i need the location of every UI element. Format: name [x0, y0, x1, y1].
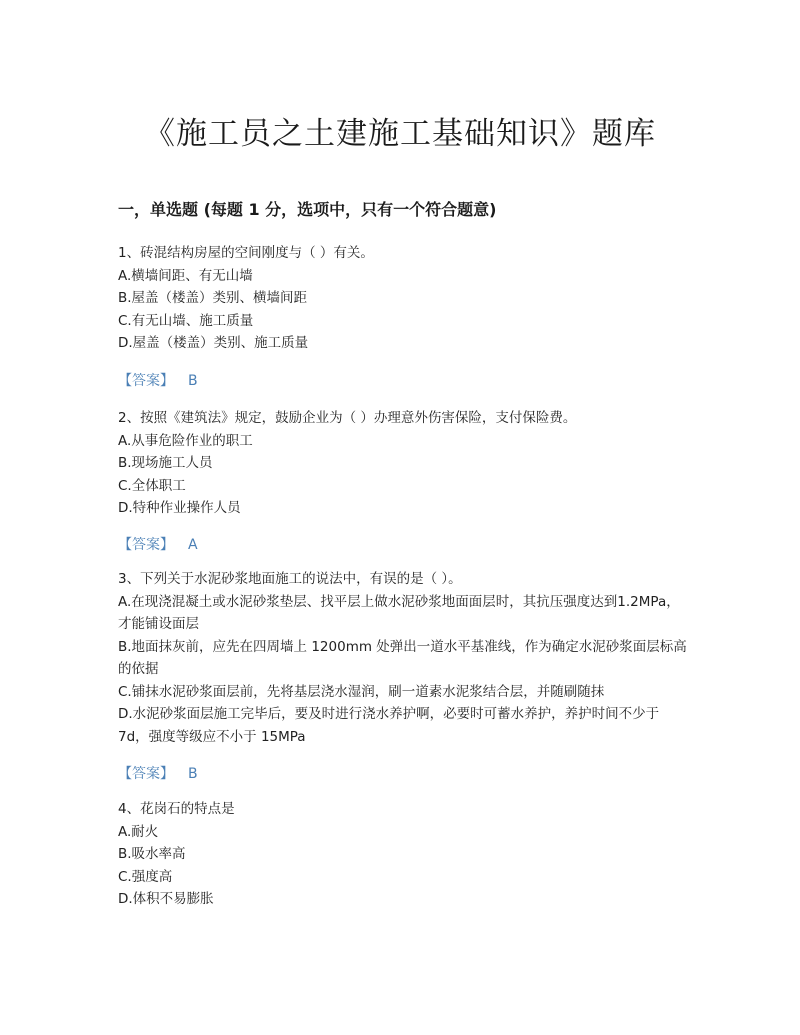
option-b: B.屋盖（楼盖）类别、横墙间距 [118, 290, 308, 306]
question-2 [118, 407, 688, 520]
question-1 [118, 242, 688, 355]
option-c: C.有无山墙、施工质量 [118, 312, 254, 329]
answer-label: 【答案】 [118, 537, 174, 553]
question-stem: 3、下列关于水泥砂浆地面施工的说法中，有误的是（ ）。 [118, 571, 462, 587]
question-3 [118, 568, 688, 748]
option-a: A.横墙间距、有无山墙 [118, 267, 253, 284]
option-a: A.耐火 [118, 823, 159, 840]
answer-value: B [188, 373, 198, 389]
option-d: D.体积不易膨胀 [118, 891, 214, 907]
answer-label: 【答案】 [118, 373, 174, 389]
option-a: A.在现浇混凝土或水泥砂浆垫层、找平层上做水泥砂浆地面面层时，其抗压强度达到1.2MPa，才能铺设面层 [118, 593, 680, 632]
answer-1 [118, 370, 198, 390]
option-c: C.全体职工 [118, 477, 186, 494]
option-a: A.从事危险作业的职工 [118, 432, 253, 449]
answer-3 [118, 763, 198, 783]
option-d: D.水泥砂浆面层施工完毕后，要及时进行浇水养护啊，必要时可蓄水养护，养护时间不少于 7d，强度等级应不小于 15MPa [118, 706, 660, 745]
option-c: C.强度高 [118, 868, 173, 885]
question-stem: 2、按照《建筑法》规定，鼓励企业为（ ）办理意外伤害保险，支付保险费。 [118, 410, 577, 426]
answer-value: A [188, 537, 198, 553]
option-b: B.吸水率高 [118, 846, 186, 862]
option-b: B.现场施工人员 [118, 455, 213, 471]
option-c: C.铺抹水泥砂浆面层前，先将基层浇水湿润，刷一道素水泥浆结合层，并随刷随抹 [118, 683, 605, 700]
option-d: D.特种作业操作人员 [118, 500, 241, 516]
option-b: B.地面抹灰前，应先在四周墙上 1200mm 处弹出一道水平基准线，作为确定水泥砂浆面层标高的依据 [118, 638, 687, 677]
answer-2 [118, 534, 198, 554]
section-heading: 一，单选题 (每题 1 分，选项中，只有一个符合题意) [118, 200, 497, 219]
answer-label: 【答案】 [118, 766, 174, 782]
answer-value: B [188, 766, 198, 782]
question-stem: 1、砖混结构房屋的空间刚度与（ ）有关。 [118, 245, 374, 261]
question-4 [118, 798, 688, 911]
option-d: D.屋盖（楼盖）类别、施工质量 [118, 335, 309, 351]
document-title: 《施工员之土建施工基础知识》题库 [144, 116, 656, 152]
question-stem: 4、花岗石的特点是 [118, 801, 235, 817]
